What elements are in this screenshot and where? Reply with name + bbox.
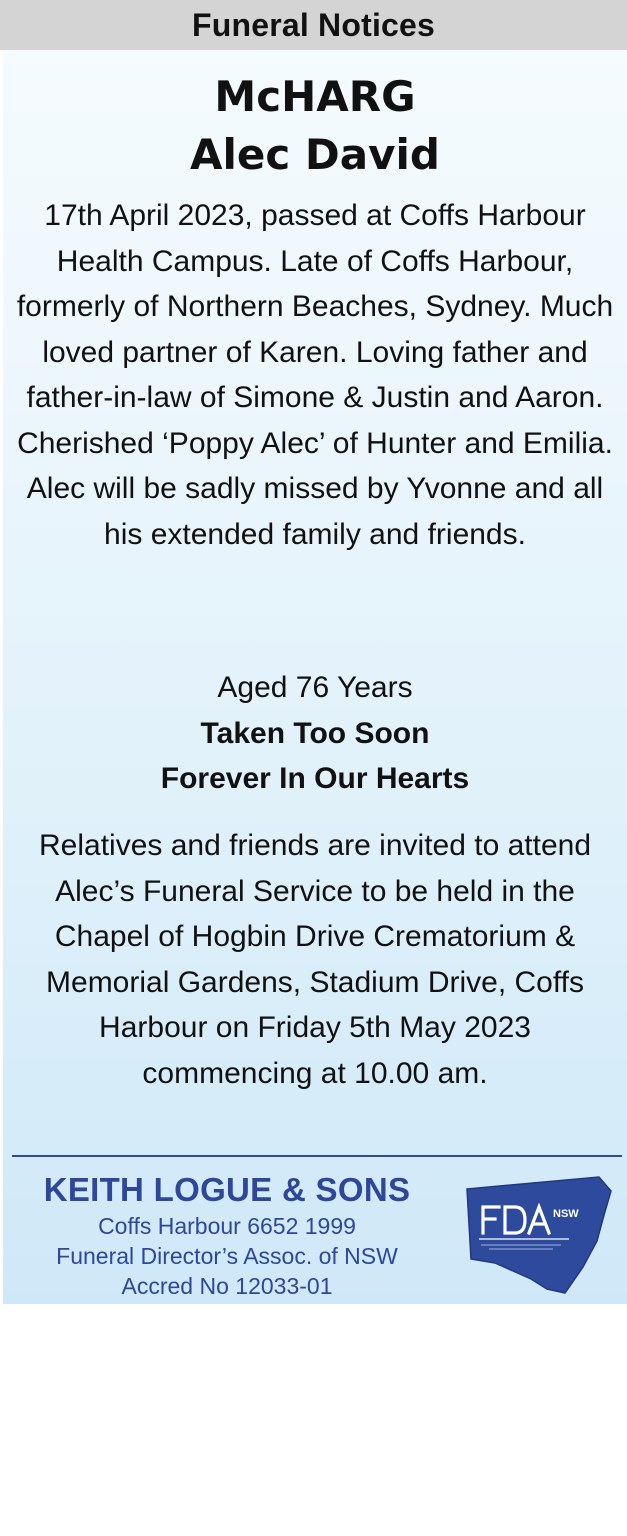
section-header-bar	[0, 0, 627, 50]
funeral-director-accreditation: Accred No 12033-01	[121, 1273, 333, 1299]
funeral-director-name: KEITH LOGUE & SONS	[43, 1171, 411, 1208]
svg-text:NSW: NSW	[553, 1208, 579, 1220]
age-and-tribute	[3, 665, 627, 802]
deceased-name	[3, 68, 627, 184]
funeral-director-phone: Coffs Harbour 6652 1999	[98, 1213, 356, 1239]
funeral-director-association: Funeral Director’s Assoc. of NSW	[56, 1243, 398, 1269]
notice-paragraph-death-details: 17th April 2023, passed at Coffs Harbour Health Campus. Late of Coffs Harbour, formerly of Northern Beaches, Sydney. Much loved partner of Karen. Loving father and father-in-law of Simone & Justin and Aaron. Cherished ‘Poppy Alec’ of Hunter and Emilia. Alec will be sadly missed by Yvonne and all his extended family and friends.	[16, 199, 614, 551]
deceased-surname: McHARG	[214, 72, 416, 121]
notice-paragraph-service-details: Relatives and friends are invited to attend Alec’s Funeral Service to be held in the Chapel of Hogbin Drive Crematorium & Memorial Gardens, Stadium Drive, Coffs Harbour on Friday 5th May 2023 commencing at 10.00 am.	[39, 829, 591, 1090]
deceased-given-names: Alec David	[190, 130, 440, 179]
tribute-line-2: Forever In Our Hearts	[160, 762, 470, 795]
section-title: Funeral Notices	[191, 6, 436, 43]
divider	[12, 1155, 622, 1157]
funeral-notice	[3, 51, 627, 1304]
age-line: Aged 76 Years	[217, 671, 413, 704]
funeral-director-block	[21, 1169, 433, 1301]
tribute-line-1: Taken Too Soon	[200, 716, 430, 750]
fda-nsw-logo-icon	[461, 1171, 621, 1303]
